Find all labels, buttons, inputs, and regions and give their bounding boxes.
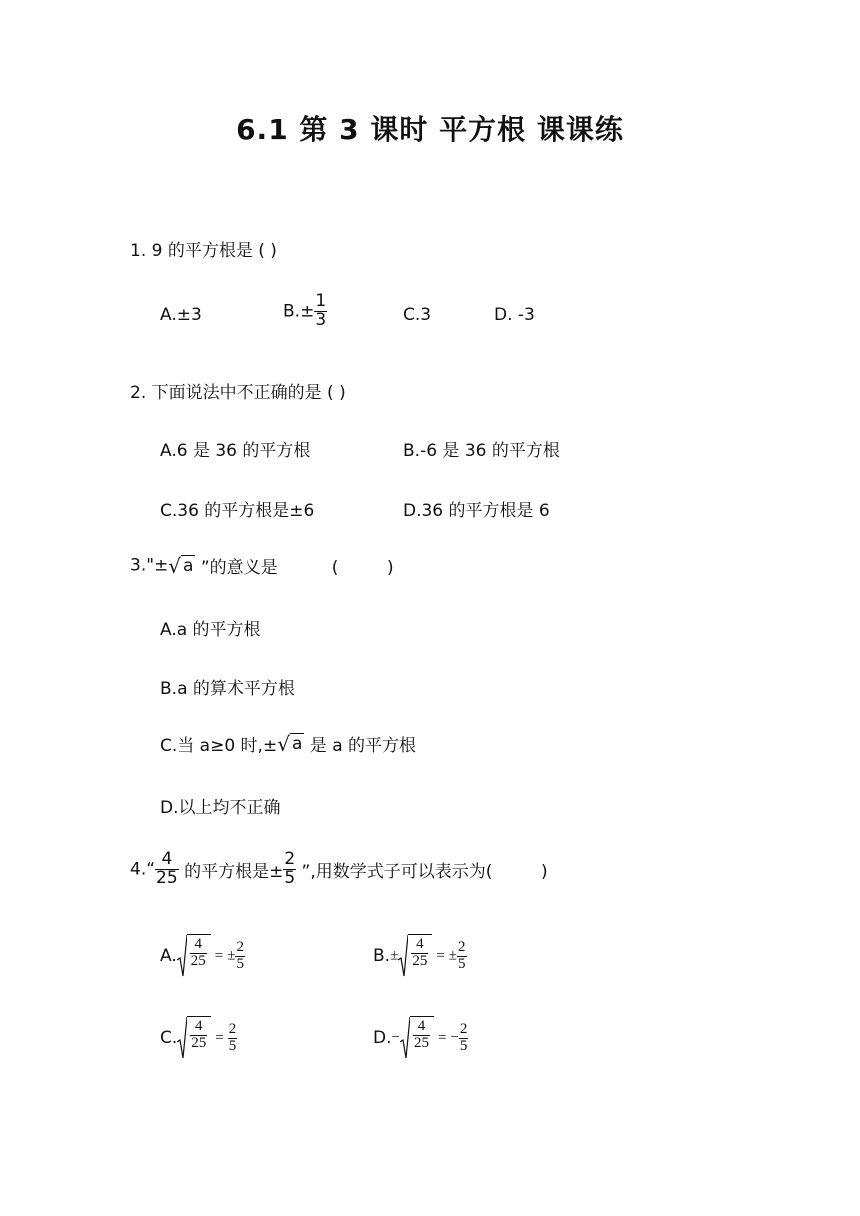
question-3-stem [130, 553, 394, 578]
q3-option-c-radicand: a [291, 734, 303, 754]
q4-option-b-label: B. [373, 946, 391, 966]
sqrt-sign-icon: √ [168, 553, 182, 578]
q1-option-b-prefix: B.± [283, 301, 315, 322]
q4-stem-fraction-2-numerator: 2 [284, 849, 296, 869]
q4-stem-prefix: 4.“ [130, 859, 156, 880]
sqrt-sign-icon [177, 934, 187, 978]
question-1-stem: 1. 9 的平方根是 ( ) [130, 241, 277, 261]
q2-option-a: A.6 是 36 的平方根 [160, 441, 311, 461]
q4-option-b-radicand-numerator: 4 [411, 937, 428, 954]
q1-option-a: A.±3 [160, 305, 202, 325]
q4-option-c-rhs-denominator: 5 [228, 1037, 237, 1054]
q4-option-d-radicand-denominator: 25 [413, 1034, 429, 1051]
q3-stem-suffix: ”的意义是 ( ) [195, 558, 394, 578]
q4-stem-fraction-2-denominator: 5 [284, 867, 296, 888]
q3-option-c [160, 731, 416, 756]
q3-option-a: A.a 的平方根 [160, 620, 261, 640]
q4-option-a-sqrt [177, 934, 211, 978]
q4-stem-suffix: ”,用数学式子可以表示为( ) [296, 861, 548, 882]
q4-option-a-rhs-numerator: 2 [236, 938, 244, 955]
q4-option-a-label: A. [160, 946, 177, 966]
q4-option-b-sqrt [398, 934, 432, 978]
sqrt-sign-icon [398, 934, 408, 978]
q4-stem-fraction-1-denominator: 25 [156, 867, 178, 888]
q4-option-b-rhs-sign: ± [448, 947, 458, 964]
q2-option-d: D.36 的平方根是 6 [403, 501, 550, 521]
q4-option-d-sqrt [400, 1016, 434, 1060]
q4-option-a-rhs-denominator: 5 [236, 955, 244, 972]
q4-option-a-radicand-numerator: 4 [190, 937, 207, 954]
q4-option-b [373, 934, 467, 978]
q4-option-c-sqrt [177, 1016, 211, 1060]
q3-option-c-prefix: C.当 a≥0 时,± [160, 736, 278, 756]
q4-option-b-lhs-sign: ± [390, 947, 399, 964]
q4-stem-fraction-1-numerator: 4 [155, 851, 179, 870]
q4-option-b-rhs-denominator: 5 [458, 955, 466, 972]
q3-option-c-sqrt [277, 732, 304, 756]
q4-option-a-rhs-sign: ± [227, 947, 236, 964]
q4-option-b-rhs-fraction [457, 940, 467, 973]
q4-option-a-equals: = [214, 947, 224, 964]
q4-option-d-lhs-sign: − [391, 1029, 400, 1046]
q1-option-b-fraction [314, 293, 327, 330]
sqrt-sign-icon [177, 1016, 187, 1060]
q4-option-d-rhs-denominator: 5 [459, 1037, 468, 1054]
q4-option-b-equals: = [436, 947, 445, 964]
q4-option-b-rhs-numerator: 2 [458, 938, 466, 955]
q4-option-d-rhs-fraction [459, 1022, 469, 1055]
q4-option-c-rhs-fraction [228, 1022, 238, 1055]
q4-option-c-label: C. [160, 1028, 178, 1048]
q3-option-b: B.a 的算术平方根 [160, 679, 295, 699]
q4-option-d-equals: = [437, 1029, 447, 1046]
q3-stem-sqrt [168, 554, 195, 578]
page-title: 6.1 第 3 课时 平方根 课课练 [236, 113, 624, 146]
q1-option-d: D. -3 [494, 305, 535, 325]
q4-option-c-radicand-denominator: 25 [191, 1034, 207, 1051]
q4-option-a-rhs-fraction [235, 940, 245, 973]
q4-option-d-radicand-numerator: 4 [413, 1019, 430, 1036]
q2-option-b: B.-6 是 36 的平方根 [403, 441, 560, 461]
q1-option-b-denominator: 3 [315, 309, 327, 330]
sqrt-sign-icon: √ [277, 731, 290, 756]
q4-option-d-rhs-sign: − [450, 1029, 459, 1046]
sqrt-sign-icon [400, 1016, 410, 1060]
q4-option-c-radicand-numerator: 4 [190, 1019, 207, 1036]
q4-stem-fraction-1 [155, 851, 179, 888]
q4-option-a-radicand-denominator: 25 [190, 952, 206, 969]
q3-option-d: D.以上均不正确 [160, 798, 281, 818]
q4-option-c-equals: = [215, 1029, 224, 1046]
q4-stem-mid: 的平方根是± [178, 861, 284, 882]
q1-option-c: C.3 [403, 305, 432, 325]
q4-option-a [160, 934, 245, 978]
q4-option-d [373, 1016, 468, 1060]
q3-stem-prefix: 3."± [130, 555, 169, 576]
q3-stem-radicand: a [183, 556, 194, 576]
q3-option-c-suffix: 是 a 的平方根 [304, 736, 417, 756]
q4-stem-fraction-2 [283, 851, 296, 888]
question-4-stem [130, 851, 548, 888]
question-2-stem: 2. 下面说法中不正确的是 ( ) [130, 383, 346, 403]
q1-option-b [283, 293, 327, 330]
q4-option-d-label: D. [373, 1028, 392, 1048]
q2-option-c: C.36 的平方根是±6 [160, 501, 315, 521]
q4-option-d-rhs-numerator: 2 [459, 1020, 468, 1037]
q4-option-c-rhs-numerator: 2 [228, 1020, 237, 1037]
q1-option-b-numerator: 1 [315, 291, 327, 311]
q4-option-c [160, 1016, 237, 1060]
q4-option-b-radicand-denominator: 25 [412, 952, 428, 969]
